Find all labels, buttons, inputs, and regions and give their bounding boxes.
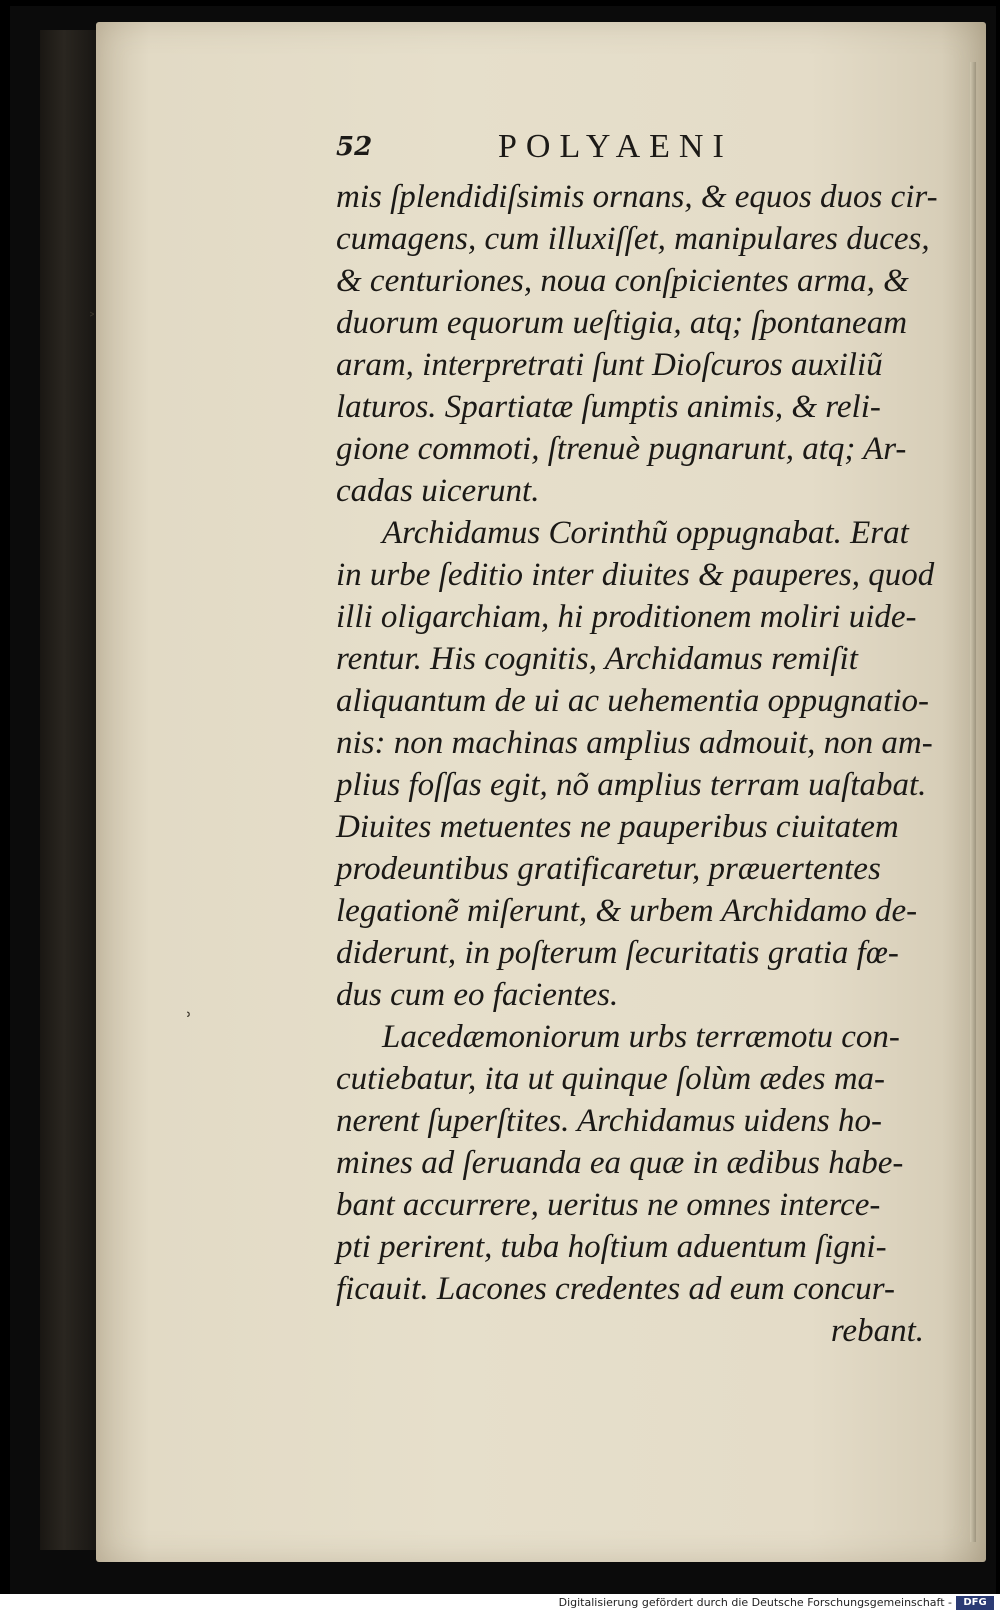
- text-line: prodeuntibus gratificaretur, præuertentes: [336, 851, 881, 887]
- text-line: ficauit. Lacones credentes ad eum concur-: [336, 1271, 895, 1307]
- text-line: cumagens, cum illuxiſſet, manipulares duces,: [336, 221, 930, 257]
- footer-bar: [0, 1594, 1000, 1613]
- catchword: rebant.: [830, 1313, 924, 1349]
- body-text: [336, 176, 938, 1352]
- text-line: mines ad ſeruanda ea quæ in ædibus habe-: [336, 1145, 904, 1181]
- text-line: laturos. Spartiatæ ſumptis animis, & reli-: [336, 389, 881, 425]
- text-line: & centuriones, noua conſpicientes arma, &: [336, 263, 909, 299]
- paragraph-start-line: Lacedæmoniorum urbs terræmotu con-: [382, 1019, 900, 1055]
- text-line: rentur. His cognitis, Archidamus remiſit: [336, 641, 858, 677]
- text-line: gione commoti, ſtrenuè pugnarunt, atq; Ar-: [336, 431, 907, 467]
- margin-mark: ʾ: [186, 1008, 193, 1032]
- text-line: Diuites metuentes ne pauperibus ciuitatem: [336, 809, 899, 845]
- margin-mark: ˃: [88, 310, 96, 329]
- paragraph-start-line: Archidamus Corinthũ oppugnabat. Erat: [382, 515, 909, 551]
- text-line: bant accurrere, ueritus ne omnes interce-: [336, 1187, 881, 1223]
- running-head: POLYAENI: [498, 128, 733, 165]
- text-line: cutiebatur, ita ut quinque ſolùm ædes ma-: [336, 1061, 886, 1097]
- text-line: duorum equorum ueſtigia, atq; ſpontaneam: [336, 305, 908, 341]
- page-header: [336, 128, 756, 172]
- text-line: nis: non machinas amplius admouit, non am-: [336, 725, 933, 761]
- text-line: illi oligarchiam, hi proditionem moliri uide-: [336, 599, 917, 635]
- text-line: legationẽ miſerunt, & urbem Archidamo de-: [336, 893, 918, 929]
- text-line: pti perirent, tuba hoſtium aduentum ſigni-: [336, 1229, 887, 1265]
- page-number: 52: [336, 132, 373, 162]
- page-edge: [970, 62, 976, 1542]
- text-line: plius foſſas egit, nõ amplius terram uaſtabat.: [336, 767, 927, 803]
- funding-credit: Digitalisierung gefördert durch die Deutsche Forschungsgemeinschaft -: [558, 1596, 952, 1609]
- text-line: mis ſplendidiſsimis ornans, & equos duos cir-: [336, 179, 938, 215]
- text-line: dus cum eo facientes.: [336, 977, 619, 1013]
- text-line: diderunt, in poſterum ſecuritatis gratia fœ-: [336, 935, 899, 971]
- text-line: cadas uicerunt.: [336, 473, 540, 509]
- text-line: nerent ſuperſtites. Archidamus uidens ho-: [336, 1103, 882, 1139]
- dfg-logo: DFG: [956, 1596, 994, 1610]
- text-line: aram, interpretrati ſunt Dioſcuros auxiliũ: [336, 347, 883, 383]
- text-line: in urbe ſeditio inter diuites & pauperes, quod: [336, 557, 935, 593]
- book-binding-edge: [40, 30, 100, 1550]
- text-line: aliquantum de ui ac uehementia oppugnatio-: [336, 683, 929, 719]
